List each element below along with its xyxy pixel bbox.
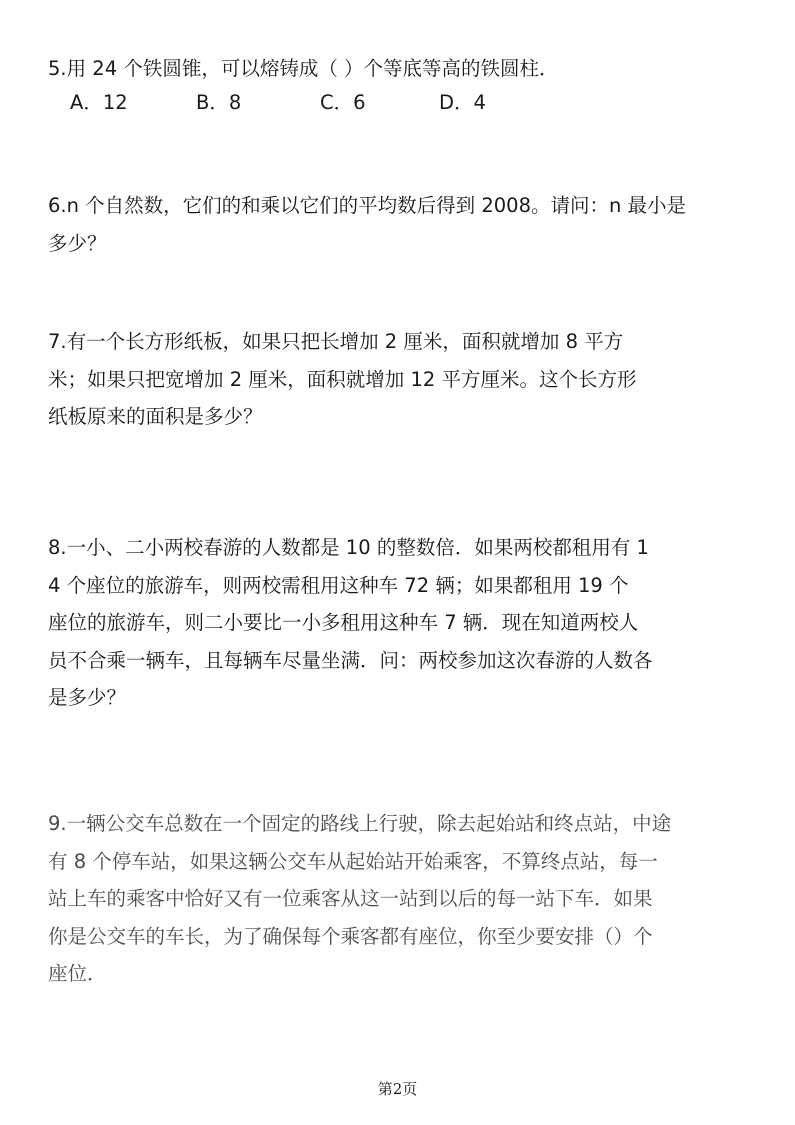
question-6-line: 6.n 个自然数，它们的和乘以它们的平均数后得到 2008。请问：n 最小是 xyxy=(48,194,687,217)
page-number: 第2页 xyxy=(377,1080,418,1098)
question-7-line: 米；如果只把宽增加 2 厘米，面积就增加 12 平方厘米。这个长方形 xyxy=(48,367,637,391)
question-8 xyxy=(48,529,748,717)
option-b: B．8 xyxy=(196,91,242,114)
question-6-line: 多少？ xyxy=(48,231,107,255)
question-9-line: 9.一辆公交车总数在一个固定的路线上行驶，除去起始站和终点站，中途 xyxy=(48,812,672,835)
question-7-line: 纸板原来的面积是多少？ xyxy=(48,405,263,428)
question-9 xyxy=(48,805,748,993)
question-8-line: 员不合乘一辆车，且每辆车尽量坐满．问：两校参加这次春游的人数各 xyxy=(48,648,653,672)
question-8-line: 是多少？ xyxy=(48,686,127,709)
option-d: D．4 xyxy=(439,91,486,114)
question-9-line: 你是公交车的车长，为了确保每个乘客都有座位，你至少要安排（）个 xyxy=(48,924,653,948)
question-5-line: 5.用 24 个铁圆锥，可以熔铸成（ ）个等底等高的铁圆柱． xyxy=(48,57,559,80)
question-9-line: 站上车的乘客中恰好又有一位乘客从这一站到以后的每一站下车．如果 xyxy=(48,887,653,910)
question-5-options xyxy=(70,84,486,122)
question-5 xyxy=(48,50,748,88)
question-9-line: 座位． xyxy=(48,962,107,985)
option-c: C．6 xyxy=(320,91,366,114)
question-8-line: 4 个座位的旅游车，则两校需租用这种车 72 辆；如果都租用 19 个 xyxy=(48,573,629,597)
question-6 xyxy=(48,187,748,262)
question-7 xyxy=(48,323,748,436)
option-a: A．12 xyxy=(70,91,128,114)
question-7-line: 7.有一个长方形纸板，如果只把长增加 2 厘米，面积就增加 8 平方 xyxy=(48,330,624,353)
question-9-line: 有 8 个停车站，如果这辆公交车从起始站开始乘客，不算终点站，每一 xyxy=(48,849,658,873)
question-8-line: 座位的旅游车，则二小要比一小多租用这种车 7 辆．现在知道两校人 xyxy=(48,611,639,634)
question-8-line: 8.一小、二小两校春游的人数都是 10 的整数倍．如果两校都租用有 1 xyxy=(48,536,649,559)
